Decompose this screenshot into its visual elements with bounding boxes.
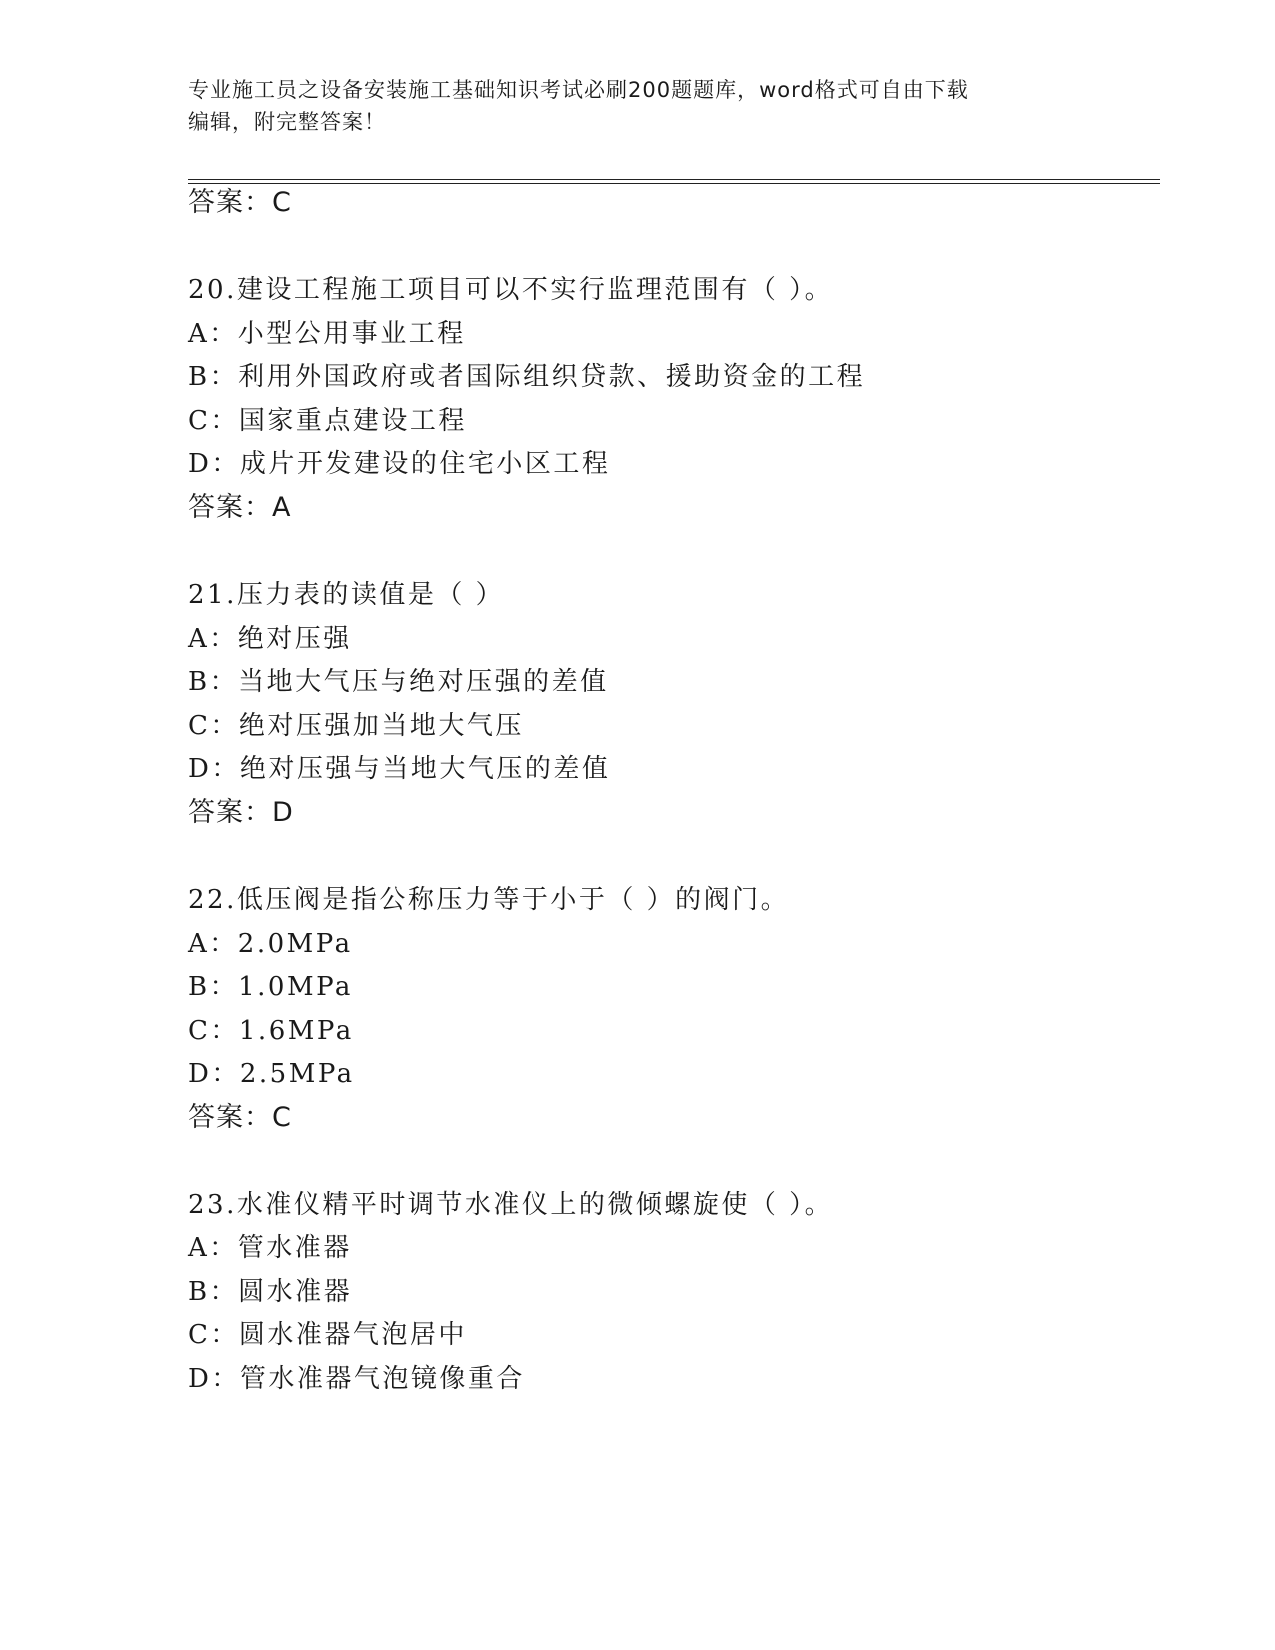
- previous-answer: 答案：C: [188, 187, 292, 218]
- question-23-option-c: C：圆水准器气泡居中: [188, 1320, 467, 1350]
- question-20-option-a: A：小型公用事业工程: [188, 319, 466, 349]
- question-20-answer: 答案：A: [188, 492, 292, 523]
- question-22-stem: 22.低压阀是指公称压力等于小于（ ）的阀门。: [188, 885, 790, 915]
- header-line-1: 专业施工员之设备安装施工基础知识考试必刷200题题库，word格式可自由下载: [188, 78, 969, 102]
- question-23-option-d: D：管水准器气泡镜像重合: [188, 1364, 525, 1394]
- question-20-option-c: C：国家重点建设工程: [188, 406, 467, 436]
- header-divider-top: [188, 179, 1160, 180]
- question-22-option-d: D：2.5MPa: [188, 1059, 355, 1089]
- question-23-option-a: A：管水准器: [188, 1233, 352, 1263]
- question-21-option-b: B：当地大气压与绝对压强的差值: [188, 667, 609, 697]
- question-21-stem: 21.压力表的读值是（ ）: [188, 580, 505, 610]
- question-22-option-a: A：2.0MPa: [188, 929, 353, 959]
- question-20-stem: 20.建设工程施工项目可以不实行监理范围有（ ）。: [188, 275, 834, 305]
- question-22-answer: 答案：C: [188, 1102, 292, 1133]
- header-line-2: 编辑，附完整答案！: [188, 110, 386, 134]
- question-21-option-c: C：绝对压强加当地大气压: [188, 711, 524, 741]
- question-20-option-d: D：成片开发建设的住宅小区工程: [188, 449, 611, 479]
- question-22-option-b: B：1.0MPa: [188, 972, 353, 1002]
- question-21-option-a: A：绝对压强: [188, 624, 352, 654]
- document-header: [188, 74, 1088, 138]
- question-21-option-d: D：绝对压强与当地大气压的差值: [188, 754, 611, 784]
- question-21-answer: 答案：D: [188, 797, 294, 828]
- header-divider-bottom: [188, 183, 1160, 184]
- question-23-option-b: B：圆水准器: [188, 1277, 353, 1307]
- question-20-option-b: B：利用外国政府或者国际组织贷款、援助资金的工程: [188, 362, 866, 392]
- question-23-stem: 23.水准仪精平时调节水准仪上的微倾螺旋使（ ）。: [188, 1190, 834, 1220]
- question-22-option-c: C：1.6MPa: [188, 1016, 354, 1046]
